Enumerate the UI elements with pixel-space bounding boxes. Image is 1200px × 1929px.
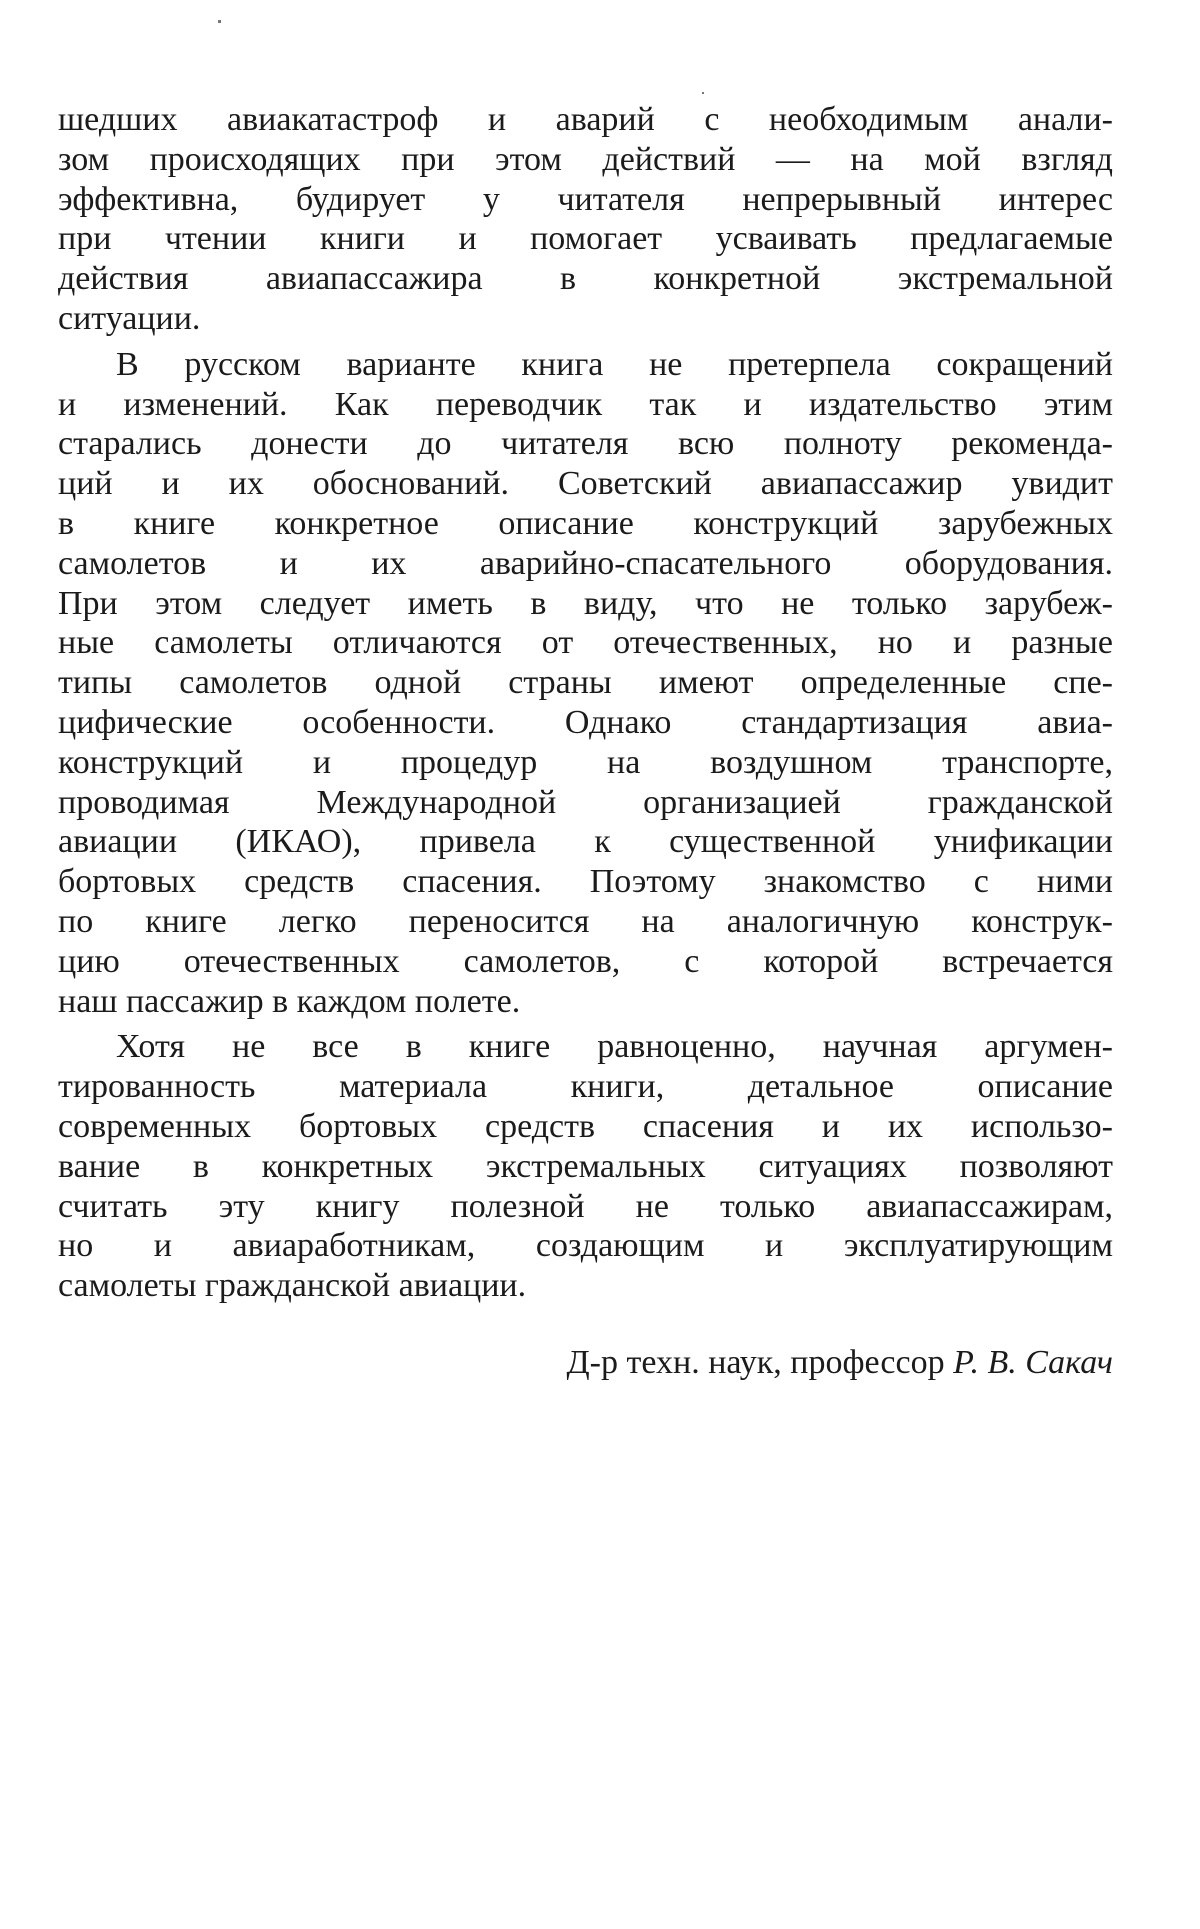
text-line: шедших авиакатастроф и аварий с необходимым анали- [58, 101, 1113, 138]
text-line: считать эту книгу полезной не только авиапассажирам, [58, 1187, 1113, 1225]
text-line: самолеты гражданской авиации. [58, 1267, 527, 1305]
text-line: тированность материала книги, детальное описание [58, 1068, 1113, 1106]
text-line: в книге конкретное описание конструкций зарубежных [58, 504, 1113, 542]
text-line: авиации (ИКАО), привела к существенной унификации [58, 823, 1113, 861]
text-line: бортовых средств спасения. Поэтому знакомство с ними [58, 863, 1113, 901]
body-text [58, 100, 1113, 1306]
text-line: типы самолетов одной страны имеют определенные спе- [58, 664, 1113, 702]
text-line: эффективна, будирует у читателя непрерывный интерес [58, 180, 1113, 218]
signature-name: Р. В. Сакач [953, 1344, 1113, 1381]
text-line: цифические особенности. Однако стандартизация авиа- [58, 703, 1113, 741]
scan-speck [702, 92, 704, 94]
scan-speck [218, 20, 221, 23]
paragraph [58, 1027, 1113, 1306]
text-line: ций и их обоснований. Советский авиапассажир увидит [58, 465, 1113, 503]
text-line: современных бортовых средств спасения и их использо- [58, 1107, 1113, 1145]
text-line: наш пассажир в каждом полете. [58, 982, 521, 1020]
text-line: проводимая Международной организацией гражданской [58, 783, 1113, 821]
signature-title: Д-р техн. наук, профессор [566, 1344, 945, 1381]
text-line: старались донести до читателя всю полноту рекоменда- [58, 425, 1113, 463]
text-line: но и авиаработникам, создающим и эксплуатирующим [58, 1227, 1113, 1265]
text-line: В русском варианте книга не претерпела сокращений [116, 345, 1113, 383]
text-line: действия авиапассажира в конкретной экстремальной [58, 260, 1113, 298]
text-line: При этом следует иметь в виду, что не только зарубеж- [58, 584, 1113, 622]
text-line: зом происходящих при этом действий — на мой взгляд [58, 140, 1113, 178]
text-line: ситуации. [58, 299, 201, 337]
text-line: по книге легко переносится на аналогичную конструк- [58, 902, 1113, 940]
text-line: при чтении книги и помогает усваивать предлагаемые [58, 220, 1113, 258]
text-line: цию отечественных самолетов, с которой встречается [58, 942, 1113, 980]
paragraph [58, 345, 1113, 1022]
text-line: самолетов и их аварийно-спасательного оборудования. [58, 544, 1113, 582]
text-line: конструкций и процедур на воздушном транспорте, [58, 743, 1113, 781]
signature-line [58, 1344, 1113, 1382]
text-line: и изменений. Как переводчик так и издательство этим [58, 385, 1113, 423]
paragraph [58, 100, 1113, 339]
text-line: Хотя не все в книге равноценно, научная аргумен- [116, 1028, 1113, 1066]
text-line: ные самолеты отличаются от отечественных, но и разные [58, 624, 1113, 662]
text-line: вание в конкретных экстремальных ситуациях позволяют [58, 1147, 1113, 1185]
